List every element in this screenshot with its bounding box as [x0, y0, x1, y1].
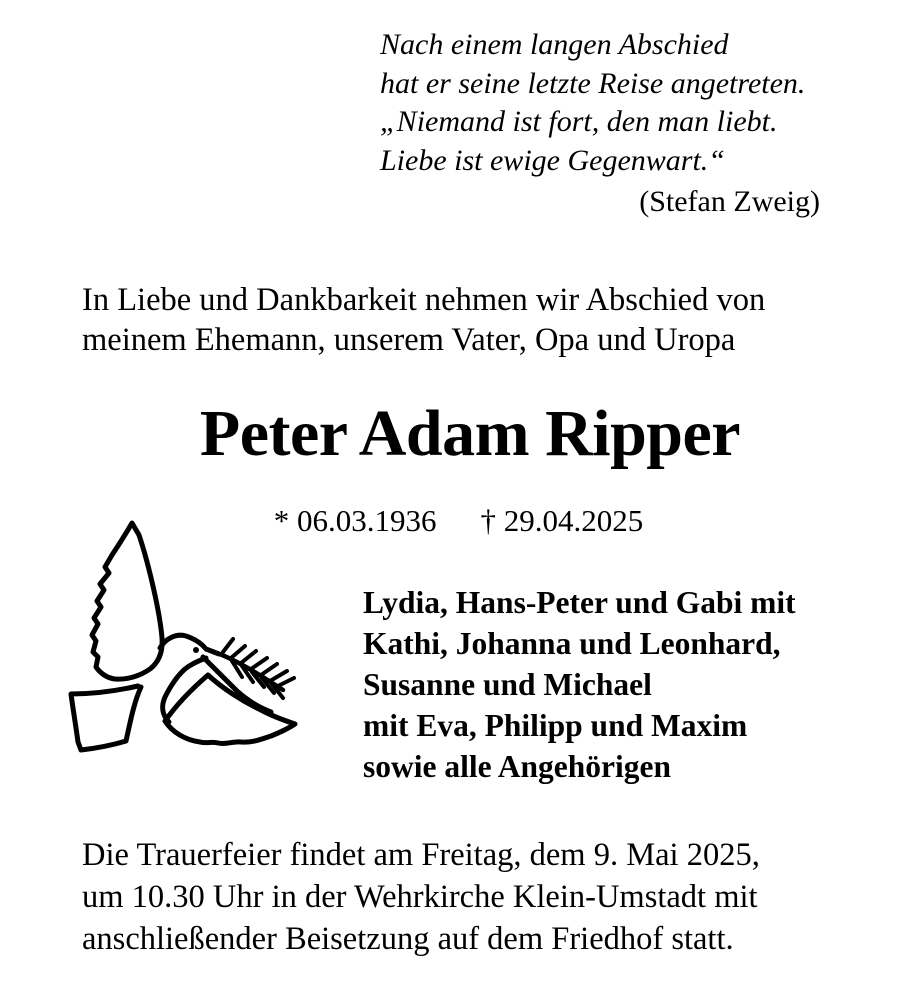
quote-line: Nach einem langen Abschied	[380, 28, 729, 61]
quote-line: hat er seine letzte Reise angetreten.	[380, 66, 806, 100]
funeral-line: anschließender Beisetzung auf dem Friedhof statt.	[82, 921, 734, 957]
mourners-line: Kathi, Johanna und Leonhard,	[363, 626, 781, 661]
intro-line: meinem Ehemann, unserem Vater, Opa und Uropa	[82, 322, 736, 358]
mourners-line: sowie alle Angehörigen	[363, 749, 671, 784]
funeral-info	[82, 834, 760, 960]
quote-line: „Niemand ist fort, den man liebt.	[380, 105, 778, 138]
intro-line: In Liebe und Dankbarkeit nehmen wir Abschied von	[82, 282, 766, 318]
mourners-line: Lydia, Hans-Peter und Gabi mit	[363, 585, 796, 620]
quote-block	[380, 26, 820, 222]
intro-paragraph	[82, 280, 765, 360]
mourners-block	[363, 582, 796, 787]
mourners-line: mit Eva, Philipp und Maxim	[363, 708, 748, 743]
quote-line: Liebe ist ewige Gegenwart.“	[380, 143, 725, 177]
birth-date: * 06.03.1936	[273, 503, 437, 538]
death-date: † 29.04.2025	[480, 503, 644, 538]
dove-icon	[50, 510, 350, 770]
funeral-line: Die Trauerfeier findet am Freitag, dem 9. Mai 2025,	[82, 837, 760, 873]
mourners-line: Susanne und Michael	[363, 667, 652, 702]
deceased-name: Peter Adam Ripper	[199, 397, 741, 470]
quote-attribution: (Stefan Zweig)	[639, 185, 820, 218]
funeral-line: um 10.30 Uhr in der Wehrkirche Klein-Umstadt mit	[82, 879, 758, 915]
